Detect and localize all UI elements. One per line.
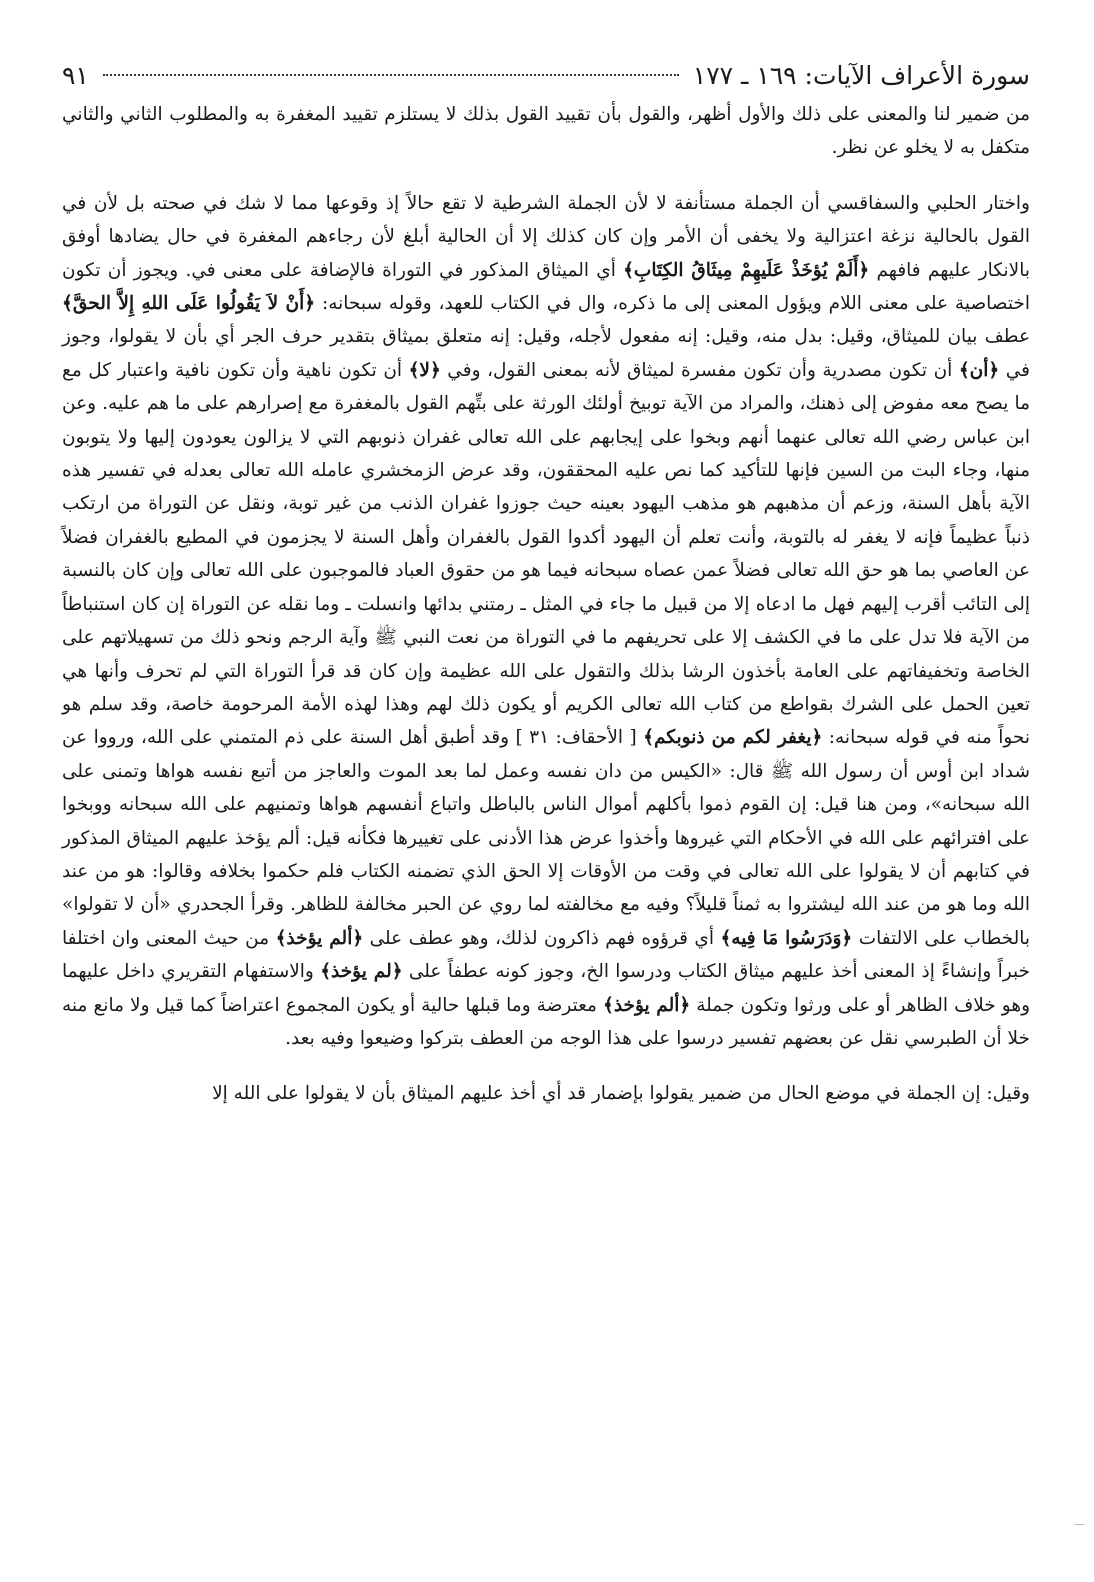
paragraph bbox=[62, 187, 1030, 1056]
text-run: من ضمير لنا والمعنى على ذلك والأول أظهر، والقول بأن تقييد القول بذلك لا يستلزم تقييد المغفرة به والمطلوب الثاني والثاني متكفل به لا يخلو عن نظر. bbox=[62, 104, 1030, 159]
quran-quote: ﴿أَنْ لاَ يَقُولُوا عَلَى اللهِ إِلاَّ الحقَّ﴾ bbox=[62, 293, 316, 315]
scan-mark bbox=[1074, 1524, 1084, 1525]
quran-quote: ﴿ألم يؤخذ﴾ bbox=[602, 994, 691, 1016]
paragraph bbox=[62, 1077, 1030, 1110]
text-run: أن تكون مصدرية وأن تكون مفسرة لميثاق لأنه بمعنى القول، وفي bbox=[440, 359, 959, 381]
quran-quote: ﴿أن﴾ bbox=[958, 359, 1000, 381]
quran-quote: ﴿أَلَمْ يُؤخَذْ عَلَيهِمْ مِيثَاقُ الكِتَابِ﴾ bbox=[623, 259, 870, 281]
text-run: واختار الحلبي والسفاقسي أن الجملة مستأنفة لا لأن الجملة الشرطية لا تقع حالاً إذ وقوعها مما لا شك في صحته بل لأن في القول بالحالية نزغة اعتزالية ولا يخفى أن الأمر وإن كان كذلك إلا أن الحالية أبلغ لأن رجاءهم المغفرة في حال يضادها أوفق بالانكار عليهم فافهم bbox=[62, 192, 1030, 281]
paragraph bbox=[62, 98, 1030, 165]
dotted-leader bbox=[103, 74, 679, 76]
text-run: أي الميثاق المذكور في التوراة فالإضافة على معنى في. ويجوز أن تكون اختصاصية على معنى اللام ويؤول المعنى إلى ما ذكره، وال في الكتاب للعهد، وقوله سبحانه: bbox=[62, 259, 1030, 315]
text-run: وقيل: إن الجملة في موضع الحال من ضمير يقولوا بإضمار قد أي أخذ عليهم الميثاق بأن لا يقولوا على الله إلا bbox=[212, 1083, 1030, 1105]
text-run: من حيث المعنى وان اختلفا خبراً وإنشاءً إذ المعنى أخذ عليهم ميثاق الكتاب ودرسوا الخ، وجوز كونه عطفاً على bbox=[62, 927, 1030, 983]
running-title: سورة الأعراف الآيات: ١٦٩ ـ ١٧٧ bbox=[692, 61, 1030, 90]
quran-quote: ﴿وَدَرَسُوا مَا فِيه﴾ bbox=[720, 927, 853, 949]
running-header bbox=[62, 56, 1030, 98]
text-run: أي قرؤوه فهم ذاكرون لذلك، وهو عطف على bbox=[363, 927, 721, 949]
quran-quote: ﴿ألم يؤخذ﴾ bbox=[275, 927, 364, 949]
text-run: عطف بيان للميثاق، وقيل: بدل منه، وقيل: إنه مفعول لأجله، وقيل: إنه متعلق بميثاق بتقدير حرف الجر أي بأن لا يقولوا، وجوز في bbox=[62, 326, 1030, 381]
quran-quote: ﴿لا﴾ bbox=[408, 359, 441, 381]
text-run: أن تكون ناهية وأن تكون نافية واعتبار كل مع ما يصح معه مفوض إلى ذهنك، والمراد من الآية توبيخ أولئك الورثة على بتِّهم القول بالمغفرة مع إصرارهم على ما هم عليه. وعن ابن عباس رضي الله تعالى عنهما أنهم وبخوا على إيجابهم على الله تعالى غفران ذنوبهم التي لا يزالون يعودون إليها ولا يتوبون منها، وجاء البت من السين فإنها للتأكيد كما نص عليه المحققون، وقد عرض الزمخشري عامله الله تعالى بعدله في تفسير هذه الآية بأهل السنة، وزعم أن مذهبهم هو مذهب اليهود بعينه حيث جوزوا غفران الذنب من غير توبة، ونقل عن التوراة من ارتكب ذنباً عظيماً فإنه لا يغفر له بالتوبة، وأنت تعلم أن اليهود أكدوا القول بالغفران وأهل السنة لا يجزمون في المطيع بالغفران فضلاً عن العاصي بما هو حق الله تعالى فضلاً عمن عصاه سبحانه فيما هو من حقوق العباد فالموجبون على الله تعالى وإن كان بالنسبة إلى التائب أقرب إليهم فهل ما ادعاه إلا من قبيل ما جاء في المثل ـ رمتني بدائها وانسلت ـ وما نقله عن التوراة إن كان استنباطاً من الآية فلا تدل على ما في الكشف إلا على تحريفهم ما في التوراة من نعت النبي ﷺ وآية الرجم ونحو ذلك من تسهيلاتهم على الخاصة وتخفيفاتهم على العامة بأخذون الرشا بذلك والتقول على الله عظيمة وإن كان قد قرأ التوراة التي لم تحرف وأنها هي تعين الحمل على الشرك بقواطع من كتاب الله تعالى الكريم أو يكون ذلك لهم وهذا لهذه الأمة المرحومة خاصة، وقد سلم هو نحواً منه في قوله سبحانه: bbox=[62, 359, 1030, 749]
page-number: ٩١ bbox=[62, 61, 89, 90]
body-text bbox=[62, 98, 1030, 1111]
book-page bbox=[62, 56, 1030, 1111]
text-run: [ الأحقاف: ٣١ ] وقد أطبق أهل السنة على ذم المتمني على الله، ورووا عن شداد ابن أوس أن رسول الله ﷺ قال: «الكيس من دان نفسه وعمل لما بعد الموت والعاجز من أتبع نفسه هواها وتمنى على الله سبحانه»، ومن هنا قيل: إن القوم ذموا بأكلهم أموال الناس بالباطل واتباع أنفسهم هواها وتمنيهم على الله سبحانه ووبخوا على افترائهم على الله في الأحكام التي غيروها وأخذوا عرض هذا الأدنى على تغييرها فكأنه قيل: ألم يؤخذ عليهم الميثاق المذكور في كتابهم أن لا يقولوا على الله تعالى في وقت من الأوقات إلا الحق الذي تضمنه الكتاب فلم حكموا بخلافه وقالوا: هو من عند الله وما هو من عند الله ليشتروا به ثمناً قليلاً؟ وفيه مع مخالفته لما روي عن الحبر مخالفة للظاهر. وقرأ الجحدري «أن لا تقولوا» بالخطاب على الالتفات bbox=[62, 727, 1031, 949]
text-run: والاستفهام التقريري داخل عليهما وهو خلاف الظاهر أو على ورثوا وتكون جملة bbox=[62, 961, 1031, 1016]
quran-quote: ﴿لم يؤخذ﴾ bbox=[320, 961, 403, 983]
quran-quote: ﴿يغفر لكم من ذنوبكم﴾ bbox=[643, 727, 823, 749]
text-run: معترضة وما قبلها حالية أو يكون المجموع اعتراضاً كما قيل ولا مانع منه خلا أن الطبرسي نقل عن بعضهم تفسير درسوا على هذا الوجه من العطف بتركوا وضيعوا وفيه بعد. bbox=[62, 994, 1030, 1049]
